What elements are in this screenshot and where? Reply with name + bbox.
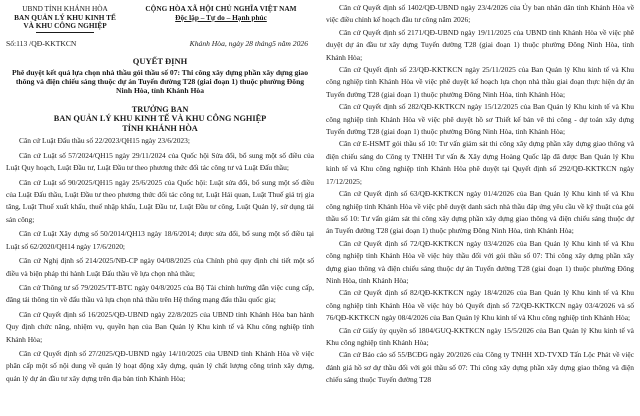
- legal-basis-paragraph: Căn cứ Luật số 57/2024/QH15 ngày 29/11/2024 của Quốc hội Sửa đổi, bổ sung một số điều của Luật Quy hoạch, Luật Đầu tư, Luật Đầu tư theo phương thức đối tác công tư và Luật Đấu thầu;: [6, 150, 314, 173]
- decision-subject: Phê duyệt kết quả lựa chọn nhà thầu gói thầu số 07: Thi công xây dựng phần xây dựng giao thông và điện chiếu sáng thuộc dự án Tuyến đường T28 (giai đoạn 1) thuộc phường Đông Ninh Hòa, tỉnh Khánh Hòa: [11, 67, 309, 96]
- legal-basis-paragraph: Căn cứ E-HSMT gói thầu số 10: Tư vấn giám sát thi công xây dựng phần xây dựng giao thông và điện chiếu sáng do Công ty TNHH Tư vấn & Xây dựng Hoàng Quốc lập đã được Ban Quản lý Khu kinh tế và Khu công nghiệp tỉnh Khánh Hòa phê duyệt tại Quyết định số 292/QĐ-KKTKCN ngày 17/12/2025;: [326, 139, 634, 186]
- agency-name-line2: VÀ KHU CÔNG NGHIỆP: [23, 21, 107, 31]
- legal-basis-paragraph: Căn cứ Quyết định số 16/2025/QĐ-UBND ngày 22/8/2025 của UBND tỉnh Khánh Hòa ban hành Quy định chức năng, nhiệm vụ, quyền hạn của Ban Quản lý Khu kinh tế và Khu công nghiệp tỉnh Khánh Hòa;: [6, 309, 314, 344]
- document-number: Số:113 /QĐ-KKTKCN: [6, 38, 77, 48]
- legal-basis-paragraph: Căn cứ Luật Đấu thầu số 22/2023/QH15 ngày 23/6/2023;: [19, 136, 190, 146]
- legal-basis-paragraph: Căn cứ Quyết định số 282/QĐ-KKTKCN ngày 15/12/2025 của Ban Quản lý Khu kinh tế và Khu công nghiệp tỉnh Khánh Hòa về việc phê duyệt hồ sơ Thiết kế bản vẽ thi công - dự toán xây dựng Tuyến đường T28 (giai đoạn 1) thuộc phường Đông Ninh Hòa, tỉnh Khánh Hòa;: [326, 102, 634, 137]
- left-legal-bases: [6, 135, 314, 385]
- authority-line-1: TRƯỞNG BAN: [131, 104, 189, 114]
- legal-basis-paragraph: Căn cứ Nghị định số 214/2025/NĐ-CP ngày 04/08/2025 của Chính phủ quy định chi tiết một số điều và biện pháp thi hành Luật Đấu thầu về lựa chọn nhà thầu;: [6, 256, 314, 278]
- right-column: [326, 0, 634, 387]
- legal-basis-paragraph: Căn cứ Luật số 90/2025/QH15 ngày 25/6/2025 của Quốc hội: Luật sửa đổi, bổ sung một số điều của Luật Đấu thầu, Luật Đầu tư theo phương thức đối tác công tư, Luật Hải quan, Luật Thuế giá trị gia tăng, Luật Thuế xuất khẩu, thuế nhập khẩu, Luật Đầu tư, Luật Đầu tư công, Luật Quản lý, sử dụng tài sản công;: [6, 177, 314, 224]
- legal-basis-paragraph: Căn cứ Thông tư số 79/2025/TT-BTC ngày 04/8/2025 của Bộ Tài chính hướng dẫn việc cung cấp, đăng tải thông tin về đấu thầu và lựa chọn nhà thầu trên Hệ thống mạng đấu thầu quốc gia;: [6, 282, 314, 305]
- legal-basis-paragraph: Căn cứ Giấy ủy quyền số 1804/GUQ-KKTKCN ngày 15/5/2026 của Ban Quản lý Khu kinh tế và Khu công nghiệp tỉnh Khánh Hòa;: [326, 325, 634, 347]
- legal-basis-paragraph: Căn cứ Quyết định số 82/QĐ-KKTKCN ngày 18/4/2026 của Ban Quản lý Khu kinh tế và Khu công nghiệp tỉnh Khánh Hòa về việc hủy bỏ Quyết định số 72/QĐ-KKTKCN ngày 03/4/2026 và số 76/QĐ-KKTKCN ngày 08/4/2026 của Ban Quản lý Khu kinh tế và Khu công nghiệp tỉnh Khánh Hòa;: [326, 288, 634, 323]
- legal-basis-paragraph: Căn cứ Quyết định số 63/QĐ-KKTKCN ngày 01/4/2026 của Ban Quản lý Khu kinh tế và Khu công nghiệp tỉnh Khánh Hòa về việc phê duyệt danh sách nhà thầu đáp ứng yêu cầu về kỹ thuật của gói thầu số 10: Tư vấn giám sát thi công xây dựng phần xây dựng giao thông và điện chiếu sáng thuộc dự án Tuyến đường T28 (giai đoạn 1) thuộc phường Đông Ninh Hòa, tỉnh Khánh Hòa;: [326, 189, 634, 236]
- authority-line-3: TỈNH KHÁNH HÒA: [122, 123, 198, 133]
- legal-basis-paragraph: Căn cứ Báo cáo số 55/BCĐG ngày 20/2026 của Công ty TNHH XD-TVXD Tấn Lộc Phát về việc đánh giá hồ sơ dự thầu đối với gói thầu số 07: Thi công xây dựng phần xây dựng giao thông và điện chiếu sáng thuộc Tuyến đường T28: [326, 350, 634, 385]
- document-header: [6, 5, 314, 33]
- national-heading-block: [128, 5, 314, 33]
- legal-basis-paragraph: Căn cứ Quyết định số 27/2025/QĐ-UBND ngày 14/10/2025 của UBND tỉnh Khánh Hòa về việc phân cấp một số nội dung về quản lý hoạt động xây dựng, quản lý chất lượng công trình xây dựng, quản lý dự án đầu tư xây dựng trên địa bàn tỉnh Khánh Hòa;: [6, 348, 314, 383]
- province-name: UBND TỈNH KHÁNH HÒA: [22, 4, 108, 13]
- issuing-agency-block: [6, 5, 124, 33]
- authority-line-2: BAN QUẢN LÝ KHU KINH TẾ VÀ KHU CÔNG NGHIỆP: [53, 114, 267, 124]
- agency-underline: [36, 32, 94, 33]
- document-date: Khánh Hòa, ngày 28 tháng5 năm 2026: [189, 38, 308, 48]
- country-name: CỘNG HÒA XÃ HỘI CHỦ NGHĨA VIỆT NAM: [145, 4, 297, 13]
- agency-name-line1: BAN QUẢN LÝ KHU KINH TẾ: [14, 12, 116, 22]
- legal-basis-paragraph: Căn cứ Quyết định số 23/QĐ-KKTKCN ngày 25/11/2025 của Ban Quản lý Khu kinh tế và Khu công nghiệp tỉnh Khánh Hòa về việc phê duyệt kế hoạch lựa chọn nhà thầu giai đoạn thực hiện dự án Tuyến đường T28 (giai đoạn 1) thuộc phường Đông Ninh Hòa, tỉnh Khánh Hòa;: [326, 65, 634, 99]
- document-meta: [6, 39, 314, 48]
- left-column: [6, 0, 314, 385]
- legal-basis-paragraph: Căn cứ Quyết định số 2171/QĐ-UBND ngày 19/11/2025 của UBND tỉnh Khánh Hòa về việc phê duyệt dự án đầu tư xây dựng Tuyến đường T28 (giai đoạn 1) thuộc phường Đông Ninh Hòa, tỉnh Khánh Hòa;: [326, 27, 634, 62]
- issuing-authority: [6, 105, 314, 134]
- legal-basis-paragraph: Căn cứ Quyết định số 72/QĐ-KKTKCN ngày 03/4/2026 của Ban Quản lý Khu kinh tế và Khu công nghiệp tỉnh Khánh Hòa về việc hủy thầu đối với gói thầu số 07: Thi công xây dựng phần xây dựng giao thông và điện chiếu sáng thuộc dự án Tuyến đường T28 (giai đoạn 1) thuộc phường Đông Ninh Hòa, tỉnh Khánh Hòa;: [326, 238, 634, 285]
- decision-title: QUYẾT ĐỊNH: [132, 55, 188, 66]
- national-motto: Độc lập – Tự do – Hạnh phúc: [175, 12, 267, 22]
- legal-basis-paragraph: Căn cứ Quyết định số 1402/QĐ-UBND ngày 23/4/2026 của Ủy ban nhân dân tỉnh Khánh Hòa về việc điều chỉnh kế hoạch đầu tư công năm 2026;: [326, 3, 634, 25]
- legal-basis-paragraph: Căn cứ Luật Xây dựng số 50/2014/QH13 ngày 18/6/2014; được sửa đổi, bổ sung một số điều tại Luật số 62/2020/QH14 ngày 17/6/2020;: [6, 229, 314, 251]
